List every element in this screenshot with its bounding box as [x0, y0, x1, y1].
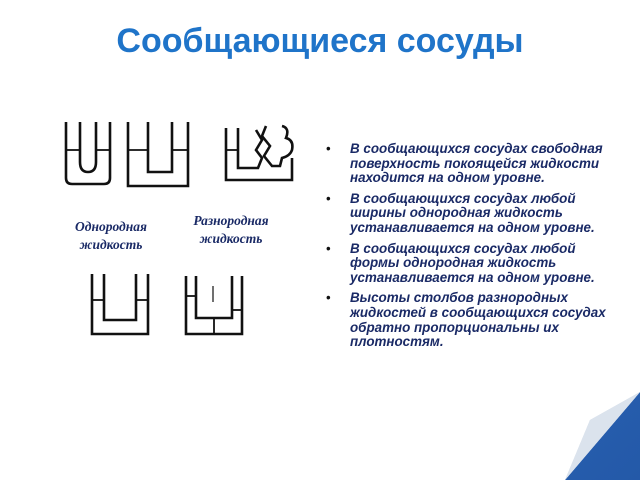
- caption-heterogeneous: [176, 212, 286, 248]
- bullet-text: В сообщающихся сосудах любой ширины однородная жидкость устанавливается на одном уровне.: [350, 190, 595, 235]
- bullet-icon: •: [326, 240, 331, 256]
- wide-narrow-vessel: [128, 122, 188, 186]
- bullet-item: [326, 291, 626, 349]
- u-tube-vessel: [66, 122, 110, 184]
- two-liquid-vessel: [186, 276, 242, 334]
- caption-heterogeneous-line2: жидкость: [199, 231, 263, 246]
- bullet-list: [326, 142, 626, 356]
- caption-homogeneous-line2: жидкость: [79, 237, 143, 252]
- bullet-icon: •: [326, 290, 331, 306]
- slide-title: Сообщающиеся сосуды: [116, 22, 524, 60]
- irregular-shape-vessel: [226, 126, 292, 180]
- bullet-item: [326, 242, 626, 286]
- caption-heterogeneous-line1: Разнородная: [193, 213, 269, 228]
- equal-width-vessel: [92, 274, 148, 334]
- bullet-text: В сообщающихся сосудах любой формы однородная жидкость устанавливается на одном уровне.: [350, 240, 595, 285]
- bullet-text: Высоты столбов разнородных жидкостей в сообщающихся сосудах обратно пропорциональны их плотностям.: [350, 290, 606, 350]
- bullet-text: В сообщающихся сосудах свободная поверхность покоящейся жидкости находится на одном уровне.: [350, 141, 603, 186]
- bullet-item: [326, 192, 626, 236]
- bullet-icon: •: [326, 141, 331, 156]
- bullet-icon: •: [326, 190, 331, 206]
- caption-homogeneous-line1: Однородная: [75, 219, 147, 234]
- bullet-item: [326, 142, 626, 186]
- caption-homogeneous: [56, 218, 166, 254]
